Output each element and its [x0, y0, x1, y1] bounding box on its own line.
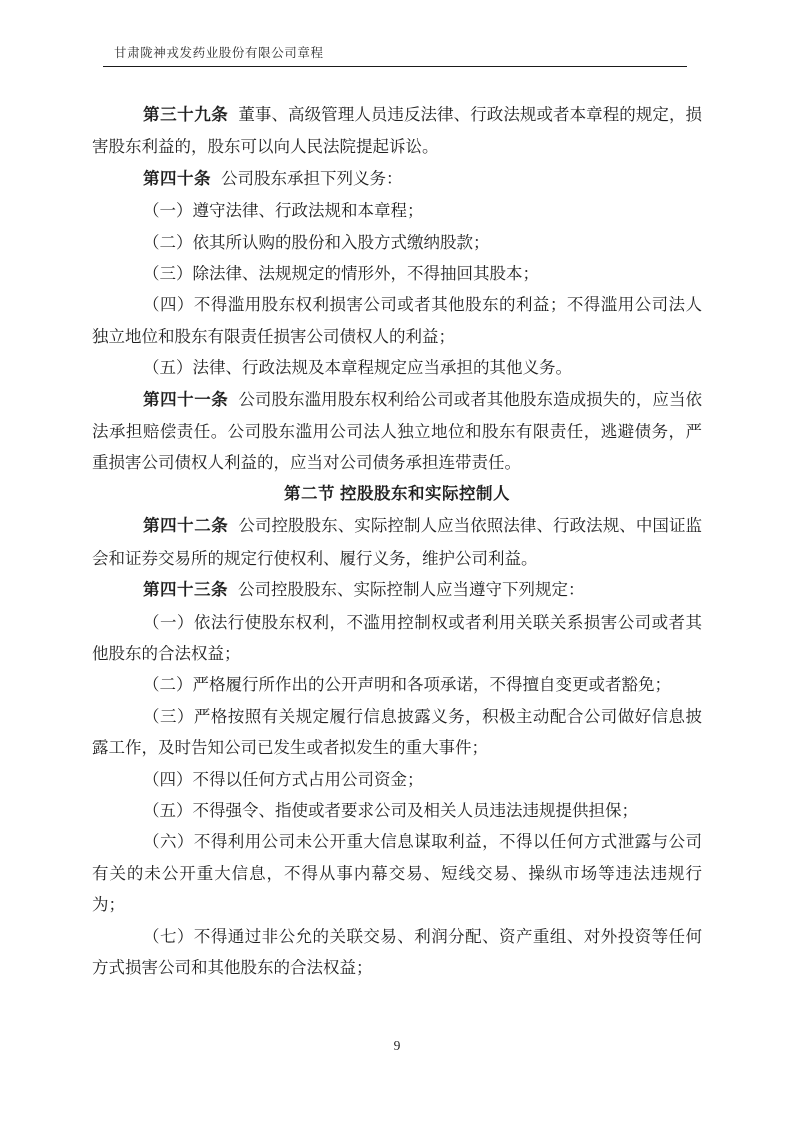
article-paragraph	[92, 384, 702, 479]
list-item-paragraph	[92, 195, 702, 226]
header-title: 甘肃陇神戎发药业股份有限公司章程	[114, 46, 324, 60]
paragraph-text: 董事、高级管理人员违反法律、行政法规或者本章程的规定，损害股东利益的，股东可以向人民法院提起诉讼。	[92, 105, 702, 157]
document-body	[92, 99, 702, 983]
article-paragraph	[92, 163, 702, 195]
section-heading: 第二节 控股股东和实际控制人	[283, 484, 511, 503]
paragraph-text: 公司股东滥用股东权利给公司或者其他股东造成损失的，应当依法承担赔偿责任。公司股东滥用公司法人独立地位和股东有限责任，逃避债务，严重损害公司债权人利益的，应当对公司债务承担连带责任。	[92, 389, 702, 473]
list-item-paragraph	[92, 352, 702, 383]
paragraph-text: （二）严格履行所作出的公开声明和各项承诺，不得擅自变更或者豁免；	[143, 675, 671, 695]
paragraph-text: （三）严格按照有关规定履行信息披露义务，积极主动配合公司做好信息披露工作，及时告知公司已发生或者拟发生的重大事件；	[92, 706, 702, 758]
list-item-paragraph	[92, 764, 702, 795]
list-item-paragraph	[92, 701, 702, 764]
paragraph-text: （一）依法行使股东权利，不滥用控制权或者利用关联关系损害公司或者其他股东的合法权益；	[92, 612, 702, 663]
list-item-paragraph	[92, 227, 702, 258]
list-item-paragraph	[92, 669, 702, 700]
article-paragraph	[92, 99, 702, 163]
paragraph-text: （四）不得以任何方式占用公司资金；	[143, 769, 424, 789]
article-number-label: 第四十一条	[143, 390, 229, 409]
list-item-paragraph	[92, 921, 702, 984]
list-item-paragraph	[92, 826, 702, 920]
article-number-label: 第四十二条	[143, 517, 229, 536]
list-item-paragraph	[92, 795, 702, 826]
article-number-label: 第三十九条	[143, 106, 229, 124]
paragraph-text: 公司股东承担下列义务：	[221, 168, 403, 188]
paragraph-text: 公司控股股东、实际控制人应当依照法律、行政法规、中国证监会和证券交易所的规定行使权利、履行义务，维护公司利益。	[92, 516, 702, 568]
article-paragraph	[92, 574, 702, 606]
header-rule	[103, 66, 687, 67]
list-item-paragraph	[92, 289, 702, 352]
paragraph-text: （一）遵守法律、行政法规和本章程；	[143, 201, 424, 221]
page-number: 9	[393, 1038, 401, 1053]
paragraph-text: （七）不得通过非公允的关联交易、利润分配、资产重组、对外投资等任何方式损害公司和其他股东的合法权益；	[92, 926, 702, 977]
paragraph-text: （四）不得滥用股东权利损害公司或者其他股东的利益；不得滥用公司法人独立地位和股东有限责任损害公司债权人的利益；	[92, 295, 702, 346]
paragraph-text: （五）法律、行政法规及本章程规定应当承担的其他义务。	[143, 358, 572, 378]
article-number-label: 第四十条	[143, 169, 211, 188]
paragraph-text: （六）不得利用公司未公开重大信息谋取利益，不得以任何方式泄露与公司有关的未公开重大信息，不得从事内幕交易、短线交易、操纵市场等违法违规行为；	[92, 832, 702, 915]
article-number-label: 第四十三条	[143, 581, 228, 600]
list-item-paragraph	[92, 607, 702, 670]
list-item-paragraph	[92, 258, 702, 289]
paragraph-text: 公司控股股东、实际控制人应当遵守下列规定：	[238, 580, 585, 600]
paragraph-text: （二）依其所认购的股份和入股方式缴纳股款；	[143, 232, 490, 252]
page-header	[103, 46, 687, 75]
article-paragraph	[92, 510, 702, 574]
paragraph-text: （五）不得强令、指使或者要求公司及相关人员违法违规提供担保；	[143, 800, 638, 820]
paragraph-text: （三）除法律、法规规定的情形外，不得抽回其股本；	[143, 264, 539, 284]
